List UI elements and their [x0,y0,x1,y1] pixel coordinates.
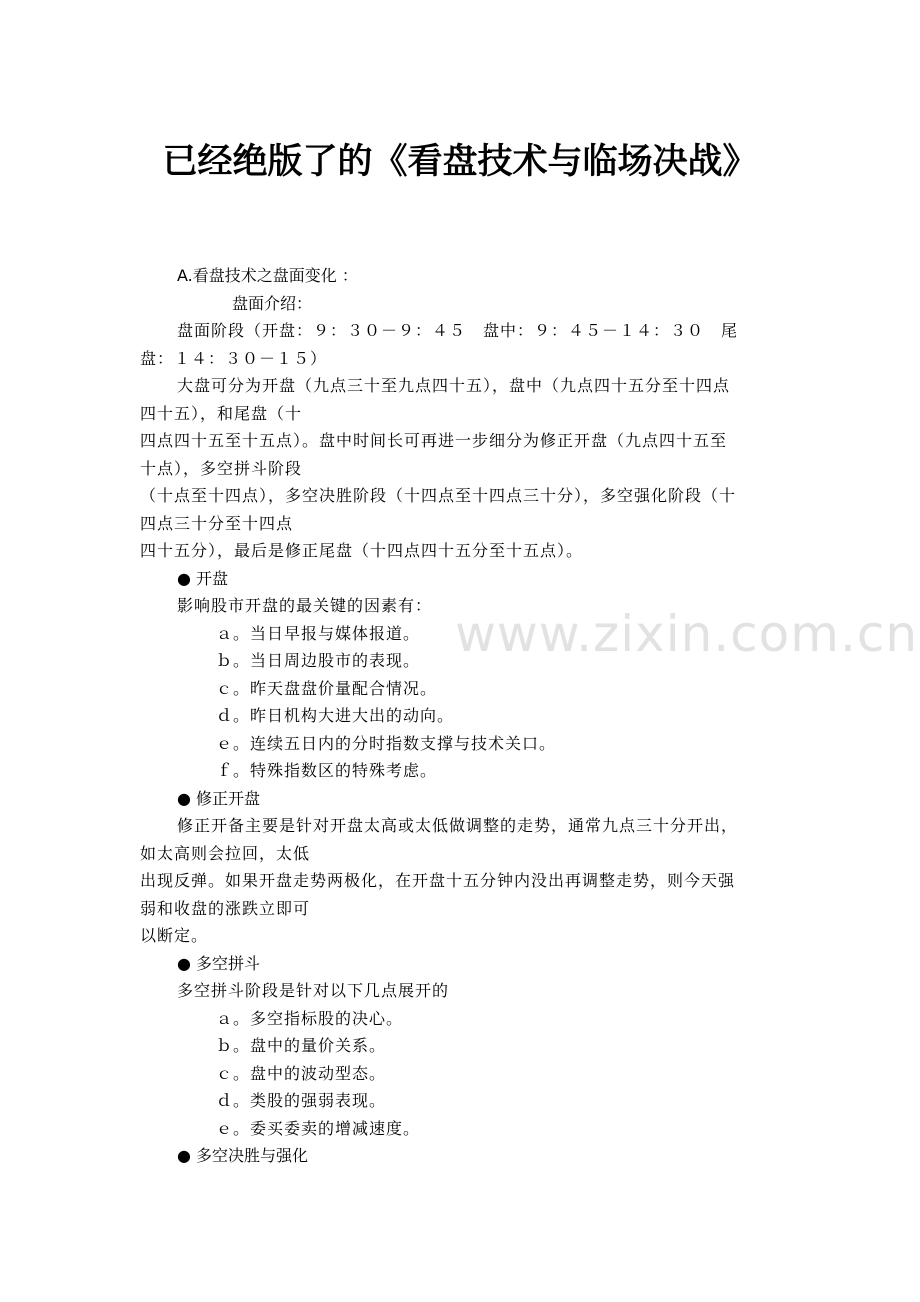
correction-heading-label: 修正开盘 [196,788,261,808]
list-item: ｅ。连续五日内的分时指数支撑与技术关口。 [216,733,557,753]
list-item: ｄ。类股的强弱表现。 [216,1091,387,1110]
list-item: ｄ。昨日机构大进大出的动向。 [216,706,455,725]
section-a-heading: A.看盘技术之盘面变化 ： [177,266,358,285]
stage-line-2: 盘：１４：３０－１５） [140,348,328,368]
list-item: ｃ。盘中的波动型态。 [216,1063,387,1083]
watermark: www.zixin.com.cn [455,605,919,663]
document-title: 已经绝版了的《看盘技术与临场决战》 [162,142,758,182]
decisive-heading [140,1142,785,1170]
list-item: ｂ。盘中的量价关系。 [216,1036,387,1055]
correction-line-1: 修正开备主要是针对开盘太高或太低做调整的走势，通常九点三十分开出， [177,816,739,835]
intro-line-4: 十点），多空拼斗阶段 [140,458,303,478]
stage-line-1: 盘面阶段（开盘：９：３０－９：４５ 盘中：９：４５－１４：３０ 尾 [177,321,739,340]
document-body [140,262,785,1170]
correction-line-3: 出现反弹。如果开盘走势两极化，在开盘十五分钟内没出再调整走势，则今天强 [140,871,736,890]
list-item: ｃ。昨天盘盘价量配合情况。 [216,678,438,698]
bullet-icon: ● [177,568,191,588]
list-item: ｅ。委买委卖的增减速度。 [216,1118,421,1138]
decisive-heading-label: 多空决胜与强化 [196,1146,309,1165]
correction-heading [140,785,785,813]
intro-line-7: 四十五分），最后是修正尾盘（十四点四十五分至十五点）。 [140,541,584,560]
intro-line-1: 大盘可分为开盘（九点三十至九点四十五），盘中（九点四十五分至十四点 [177,376,731,395]
intro-line-2: 四十五），和尾盘（十 [140,403,303,423]
list-item: ｆ。特殊指数区的特殊考虑。 [216,761,438,780]
open-lead: 影响股市开盘的最关键的因素有： [177,596,433,615]
open-heading-label: 开盘 [196,568,229,588]
bullet-icon: ● [177,1146,191,1165]
intro-line-5: （十点至十四点），多空决胜阶段（十四点至十四点三十分），多空强化阶段（十 [140,486,737,505]
correction-line-4: 弱和收盘的涨跌立即可 [140,898,311,918]
list-item: ａ。当日早报与媒体报道。 [216,623,421,643]
section-a-subheading: 盘面介绍： [232,293,313,313]
intro-line-3: 四点四十五至十五点）。盘中时间长可再进一步细分为修正开盘（九点四十五至 [140,431,728,450]
bullet-icon: ● [177,953,191,973]
struggle-lead: 多空拼斗阶段是针对以下几点展开的 [177,981,450,1000]
struggle-heading [140,950,785,978]
list-item: ｂ。当日周边股市的表现。 [216,651,421,670]
correction-line-2: 如太高则会拉回，太低 [140,843,311,863]
open-heading [140,565,785,593]
bullet-icon: ● [177,788,191,808]
struggle-list [140,1005,785,1143]
correction-line-5: 以断定。 [140,926,209,945]
struggle-heading-label: 多空拼斗 [196,953,261,973]
list-item: ａ。多空指标股的决心。 [216,1008,404,1028]
open-list [140,620,785,785]
intro-line-6: 四点三十分至十四点 [140,513,294,533]
